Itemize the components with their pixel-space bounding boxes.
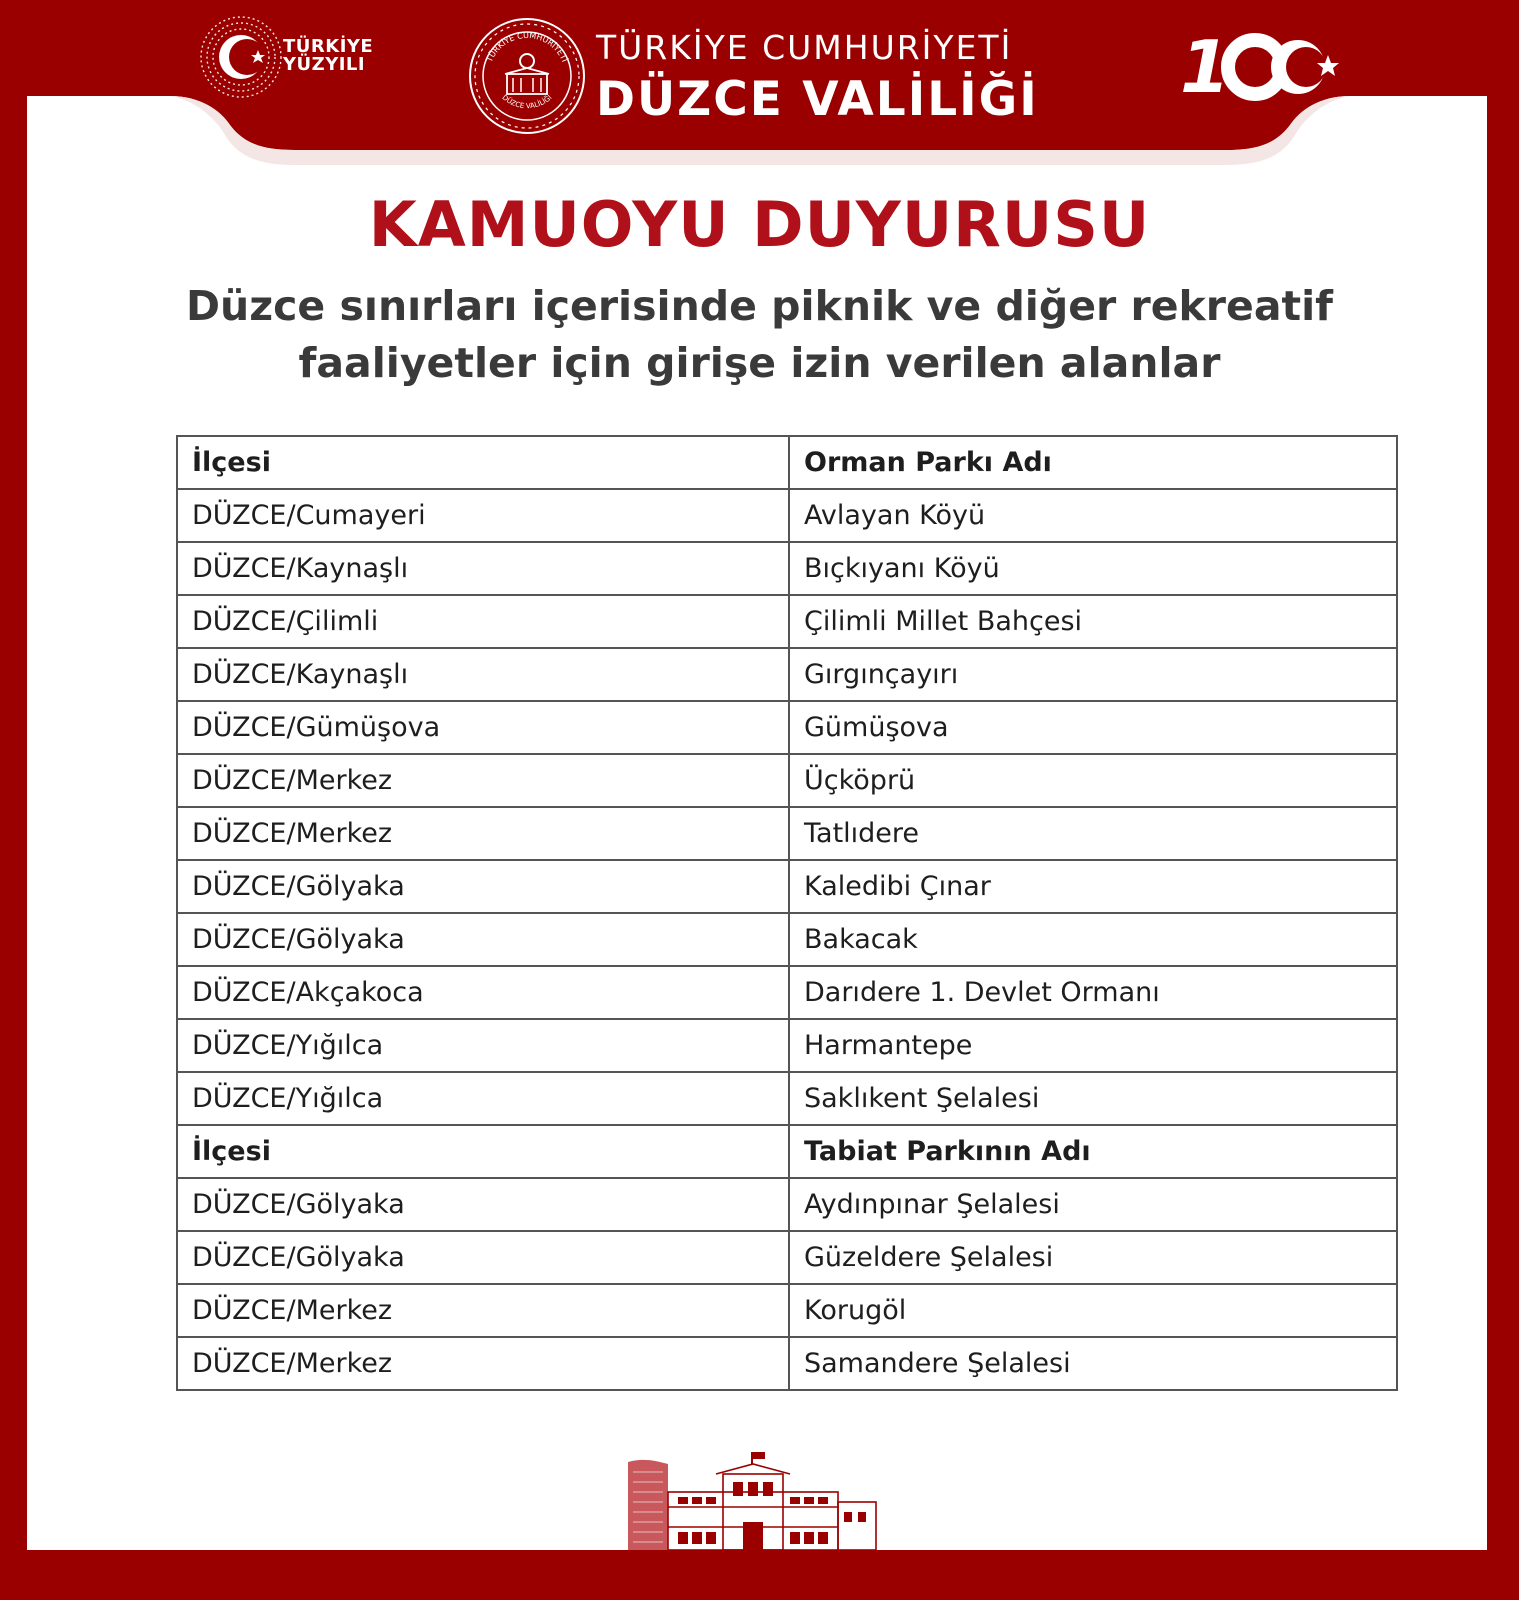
brand-line-1: TÜRKİYE bbox=[283, 36, 374, 57]
forest-parks-header-row bbox=[177, 436, 1397, 489]
subtitle-line-1: Düzce sınırları içerisinde piknik ve diğer rekreatif bbox=[186, 282, 1333, 330]
park-name-cell: Bıçkıyanı Köyü bbox=[789, 542, 1397, 595]
table-row bbox=[177, 807, 1397, 860]
district-cell: DÜZCE/Akçakoca bbox=[177, 966, 789, 1019]
table-row bbox=[177, 913, 1397, 966]
district-cell: DÜZCE/Merkez bbox=[177, 754, 789, 807]
governorship-building-icon bbox=[628, 1452, 878, 1550]
table-row bbox=[177, 1284, 1397, 1337]
district-cell: DÜZCE/Merkez bbox=[177, 1337, 789, 1390]
district-cell: DÜZCE/Gümüşova bbox=[177, 701, 789, 754]
park-name-cell: Harmantepe bbox=[789, 1019, 1397, 1072]
gov-subtitle: DÜZCE VALİLİĞİ bbox=[596, 72, 1039, 127]
park-name-cell: Üçköprü bbox=[789, 754, 1397, 807]
park-name-cell: Gırgınçayırı bbox=[789, 648, 1397, 701]
table-row bbox=[177, 489, 1397, 542]
park-name-cell: Gümüşova bbox=[789, 701, 1397, 754]
table-row bbox=[177, 754, 1397, 807]
district-cell: DÜZCE/Gölyaka bbox=[177, 1178, 789, 1231]
district-cell: DÜZCE/Kaynaşlı bbox=[177, 542, 789, 595]
table-row bbox=[177, 542, 1397, 595]
parks-table bbox=[176, 435, 1398, 1391]
park-name-cell: Samandere Şelalesi bbox=[789, 1337, 1397, 1390]
table-row bbox=[177, 1019, 1397, 1072]
svg-text:DÜZCE VALİLİĞİ bbox=[501, 93, 554, 110]
park-name-cell: Saklıkent Şelalesi bbox=[789, 1072, 1397, 1125]
district-cell: DÜZCE/Merkez bbox=[177, 807, 789, 860]
park-name-cell: Güzeldere Şelalesi bbox=[789, 1231, 1397, 1284]
table-row bbox=[177, 595, 1397, 648]
table-row bbox=[177, 966, 1397, 1019]
subtitle-line-2: faaliyetler için girişe izin verilen alanlar bbox=[298, 339, 1221, 387]
anniversary-digit: 1 bbox=[1180, 25, 1231, 109]
park-name-cell: Tatlıdere bbox=[789, 807, 1397, 860]
gov-title: TÜRKİYE CUMHURİYETİ bbox=[596, 28, 1013, 67]
seal-upper-text: TÜRKİYE CUMHURİYETİ bbox=[484, 30, 570, 64]
table-row bbox=[177, 1231, 1397, 1284]
district-cell: DÜZCE/Cumayeri bbox=[177, 489, 789, 542]
park-name-cell: Kaledibi Çınar bbox=[789, 860, 1397, 913]
announcement-title: KAMUOYU DUYURUSU bbox=[368, 188, 1151, 261]
brand-text bbox=[283, 38, 373, 74]
announcement-subtitle bbox=[0, 278, 1519, 392]
park-name-cell: Bakacak bbox=[789, 913, 1397, 966]
nature-parks-header-row bbox=[177, 1125, 1397, 1178]
district-cell: DÜZCE/Merkez bbox=[177, 1284, 789, 1337]
park-name-cell: Aydınpınar Şelalesi bbox=[789, 1178, 1397, 1231]
brand-line-2: YÜZYILI bbox=[283, 54, 366, 75]
district-cell: DÜZCE/Çilimli bbox=[177, 595, 789, 648]
district-cell: DÜZCE/Gölyaka bbox=[177, 860, 789, 913]
governorship-seal-icon bbox=[467, 16, 587, 136]
park-name-cell: Avlayan Köyü bbox=[789, 489, 1397, 542]
column-header-district: İlçesi bbox=[177, 436, 789, 489]
table-row bbox=[177, 1072, 1397, 1125]
table-row bbox=[177, 648, 1397, 701]
district-cell: DÜZCE/Gölyaka bbox=[177, 1231, 789, 1284]
table-row bbox=[177, 1337, 1397, 1390]
district-cell: DÜZCE/Yığılca bbox=[177, 1072, 789, 1125]
table-row bbox=[177, 860, 1397, 913]
district-cell: DÜZCE/Yığılca bbox=[177, 1019, 789, 1072]
column-header-forest-park: Orman Parkı Adı bbox=[789, 436, 1397, 489]
table-row bbox=[177, 1178, 1397, 1231]
park-name-cell: Çilimli Millet Bahçesi bbox=[789, 595, 1397, 648]
svg-text:TÜRKİYE CUMHURİYETİ bbox=[485, 31, 570, 64]
table-row bbox=[177, 701, 1397, 754]
column-header-nature-park: Tabiat Parkının Adı bbox=[789, 1125, 1397, 1178]
park-name-cell: Darıdere 1. Devlet Ormanı bbox=[789, 966, 1397, 1019]
district-cell: DÜZCE/Kaynaşlı bbox=[177, 648, 789, 701]
parks-table-body bbox=[177, 436, 1397, 1390]
seal-lower-text: DÜZCE VALİLİĞİ bbox=[500, 93, 554, 111]
district-cell: DÜZCE/Gölyaka bbox=[177, 913, 789, 966]
anniversary-100-logo-icon bbox=[1180, 22, 1350, 112]
park-name-cell: Korugöl bbox=[789, 1284, 1397, 1337]
column-header-district: İlçesi bbox=[177, 1125, 789, 1178]
